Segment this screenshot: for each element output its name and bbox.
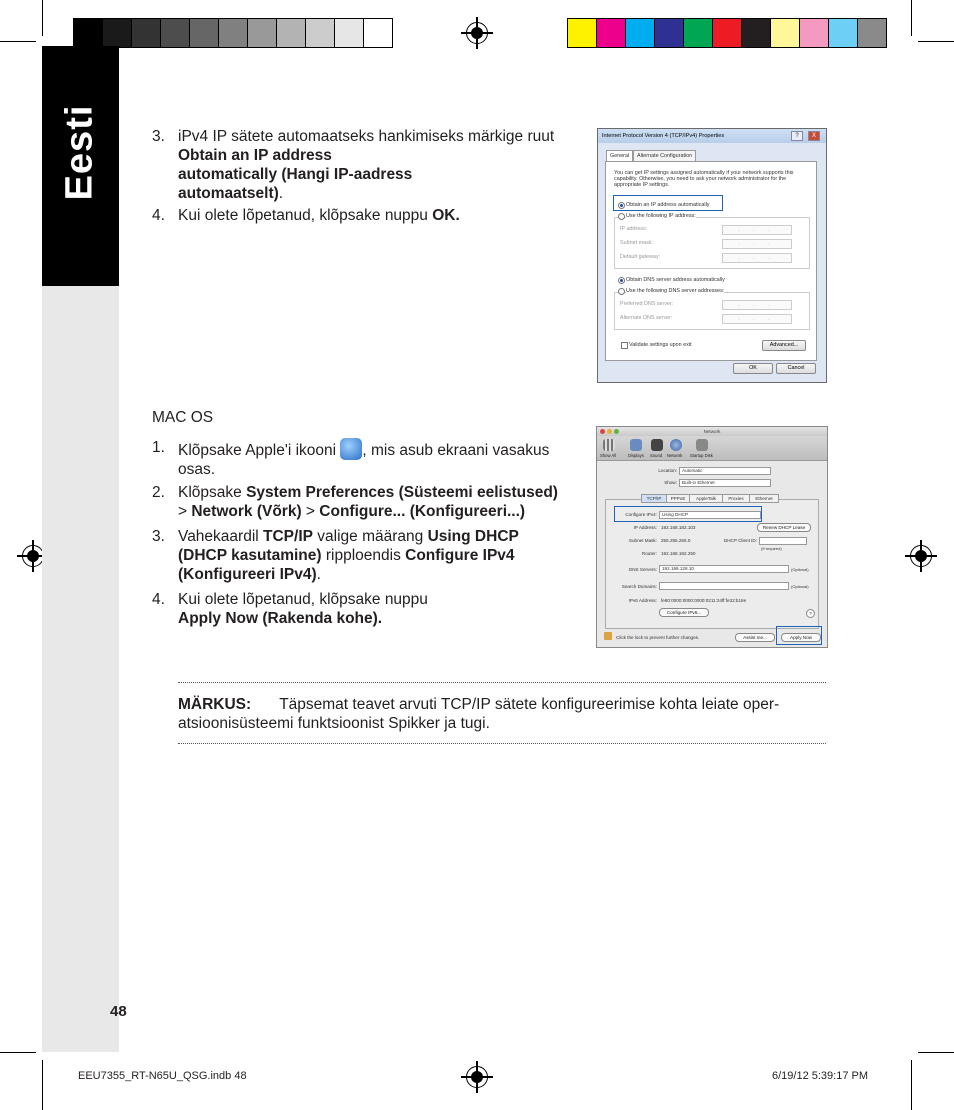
mac-titlebar	[597, 427, 827, 436]
color-bar	[567, 18, 887, 48]
crop-mark	[911, 0, 912, 36]
intro-text: You can get IP settings assigned automatically if your network supports this capability. Otherwise, you need to ask your network administrator for the appropriate IP settings.	[614, 170, 794, 189]
mac-step-2: Klõpsake System Preferences (Süsteemi eelistused) > Network (Võrk) > Configure... (Konfigureeri...)	[178, 484, 558, 520]
step-number: 3.	[152, 528, 165, 545]
show-label: Show:	[664, 480, 677, 485]
registration-mark-icon	[910, 545, 932, 567]
obtain-dns-radio[interactable]	[618, 277, 625, 284]
cancel-button[interactable]: Cancel	[776, 363, 816, 374]
mac-os-heading: MAC OS	[152, 409, 214, 426]
apple-icon	[340, 438, 362, 460]
slug-file: EEU7355_RT-N65U_QSG.indb 48	[78, 1070, 247, 1082]
close-button[interactable]: X	[808, 131, 820, 141]
use-ip-radio[interactable]	[618, 213, 625, 220]
registration-mark-icon	[466, 1066, 488, 1088]
step-number: 4.	[152, 591, 165, 608]
configure-ipv6-button[interactable]: Configure IPv6...	[659, 608, 709, 617]
mac-dialog-title: Network	[703, 429, 721, 434]
dhcp-client-id-field[interactable]	[759, 537, 807, 545]
ip-address-value: 192.168.182.103	[661, 525, 696, 530]
tab-general[interactable]: General	[606, 150, 633, 162]
tab-proxies[interactable]: Proxies	[722, 494, 750, 503]
lock-text: Click the lock to prevent further changes.	[616, 635, 700, 640]
crop-mark	[0, 1052, 36, 1053]
dns-servers-field[interactable]: 192.168.128.10	[659, 565, 789, 573]
help-button[interactable]: ?	[806, 609, 815, 618]
search-domains-label: Search Domains:	[621, 584, 657, 589]
alternate-dns-label: Alternate DNS server:	[620, 315, 673, 321]
ip-address-field[interactable]: . . .	[722, 225, 792, 235]
note-divider-top	[178, 682, 826, 683]
dialog-title: Internet Protocol Version 4 (TCP/IPv4) Properties	[602, 133, 725, 139]
location-label: Location:	[658, 468, 677, 473]
note-label: MÄRKUS:	[178, 696, 252, 713]
language-title: Eesti	[58, 104, 101, 201]
tab-pppoe[interactable]: PPPoE	[666, 494, 690, 503]
preferred-dns-field[interactable]: . . .	[722, 300, 792, 310]
ip-address-label: IP Address:	[633, 525, 657, 530]
step-number: 3.	[152, 128, 165, 145]
ip-address-label: IP address:	[620, 226, 648, 232]
crop-mark	[0, 41, 36, 42]
windows-step-4: Kui olete lõpetanud, klõpsake nuppu OK.	[178, 207, 460, 224]
help-button[interactable]: ?	[791, 131, 803, 141]
configure-ipv4-label: Configure IPv4:	[625, 512, 657, 517]
obtain-ip-highlight	[613, 195, 723, 211]
note-divider-bottom	[178, 743, 826, 744]
sound-icon[interactable]	[651, 439, 663, 451]
language-sidebar	[42, 46, 119, 1052]
step-number: 1.	[152, 439, 165, 456]
lock-icon[interactable]	[604, 632, 612, 640]
tab-tcpip[interactable]: TCP/IP	[641, 494, 667, 503]
mac-step-4: Kui olete lõpetanud, klõpsake nuppu Apply Now (Rakenda kohe).	[178, 591, 428, 627]
ipv4-properties-dialog	[597, 128, 827, 383]
default-gateway-label: Default gateway:	[620, 254, 661, 260]
ipv6-address-label: IPv6 Address:	[628, 598, 657, 603]
obtain-dns-label: Obtain DNS server address automatically	[626, 277, 725, 283]
obtain-ip-label: Obtain an IP address automatically	[626, 202, 710, 208]
startup-disk-icon[interactable]	[696, 439, 708, 451]
registration-mark-icon	[22, 545, 44, 567]
toolbar-label: Network	[667, 453, 683, 458]
dns-servers-label: DNS Servers:	[628, 567, 657, 572]
note	[178, 695, 828, 733]
if-required-text: (If required)	[761, 546, 782, 551]
configure-ipv4-highlight	[614, 506, 762, 522]
mac-toolbar	[597, 436, 827, 461]
optional-text: (Optional)	[791, 567, 809, 572]
slug-date: 6/19/12 5:39:17 PM	[772, 1070, 869, 1082]
use-dns-label: Use the following DNS server addresses:	[626, 288, 725, 294]
validate-checkbox[interactable]	[621, 342, 628, 349]
apply-now-button[interactable]: Apply Now	[781, 633, 821, 642]
default-gateway-field[interactable]: . . .	[722, 253, 792, 263]
router-label: Router:	[641, 551, 657, 556]
crop-mark	[911, 1060, 912, 1110]
note-text: Täpsemat teavet arvuti TCP/IP sätete konfigureerimise kohta leiate oper-	[279, 696, 780, 713]
router-value: 192.168.182.250	[661, 551, 696, 556]
configure-ipv4-select[interactable]: Using DHCP	[659, 511, 761, 519]
network-icon[interactable]	[670, 439, 682, 451]
crop-mark	[42, 0, 43, 36]
location-select[interactable]: Automatic	[679, 467, 771, 475]
apply-now-highlight	[776, 626, 822, 645]
ok-button[interactable]: OK	[733, 363, 773, 374]
note-text-2: atsioonisüsteemi funktsioonist Spikker ja tugi.	[178, 715, 490, 732]
subnet-mask-field[interactable]: . . .	[722, 239, 792, 249]
displays-icon[interactable]	[630, 439, 642, 451]
advanced-button[interactable]: Advanced...	[762, 340, 806, 351]
alternate-dns-field[interactable]: . . .	[722, 314, 792, 324]
windows-step-3: iPv4 IP sätete automaatseks hankimiseks märkige ruut Obtain an IP address automatically (Hangi IP-aadress automaatselt).	[178, 128, 555, 202]
step-number: 4.	[152, 207, 165, 224]
grayscale-bar	[73, 18, 393, 48]
toolbar-label: Displays	[628, 453, 644, 458]
subnet-mask-label: Subnet mask:	[620, 240, 653, 246]
tab-alternate-configuration[interactable]: Alternate Configuration	[633, 150, 696, 162]
mac-network-dialog	[596, 426, 828, 648]
step-number: 2.	[152, 484, 165, 501]
mac-step-3: Vahekaardil TCP/IP valige määrang Using DHCP (DHCP kasutamine) ripploendis Configure IPv4 (Konfigureeri IPv4).	[178, 528, 519, 583]
show-all-icon[interactable]	[603, 439, 615, 451]
tab-ethernet[interactable]: Ethernet	[749, 494, 779, 503]
crop-mark	[42, 1060, 43, 1110]
crop-mark	[918, 41, 954, 42]
dialog-titlebar	[598, 129, 826, 143]
assist-me-button[interactable]: Assist me...	[735, 633, 775, 642]
dns-group	[614, 292, 810, 330]
page-number: 48	[110, 1003, 127, 1020]
crop-mark	[918, 1052, 954, 1053]
general-panel	[605, 161, 817, 361]
toolbar-label: Startup Disk	[690, 453, 713, 458]
subnet-mask-value: 255.255.255.0	[661, 538, 691, 543]
use-dns-radio[interactable]	[618, 288, 625, 295]
use-ip-label: Use the following IP address:	[626, 213, 696, 219]
mac-step-1: Klõpsake Apple'i ikooni , mis asub ekraani vasakus osas.	[178, 438, 588, 479]
optional-text: (Optional)	[791, 584, 809, 589]
dhcp-client-id-label: DHCP Client ID:	[723, 538, 757, 543]
registration-mark-icon	[466, 22, 488, 44]
toolbar-label: Show All	[600, 453, 617, 458]
show-select[interactable]: Built-in Ethernet	[679, 479, 771, 487]
validate-label: Validate settings upon exit	[629, 342, 692, 348]
search-domains-field[interactable]	[659, 582, 789, 590]
ipv6-address-value: fe80:0000:0000:0000:0211:24ff:fe32:b18e	[661, 598, 747, 603]
tab-appletalk[interactable]: AppleTalk	[689, 494, 723, 503]
language-tab	[42, 46, 119, 286]
renew-dhcp-button[interactable]: Renew DHCP Lease	[757, 523, 811, 532]
subnet-mask-label: Subnet Mask:	[628, 538, 657, 543]
toolbar-label: Sound	[650, 453, 663, 458]
preferred-dns-label: Preferred DNS server:	[620, 301, 674, 307]
